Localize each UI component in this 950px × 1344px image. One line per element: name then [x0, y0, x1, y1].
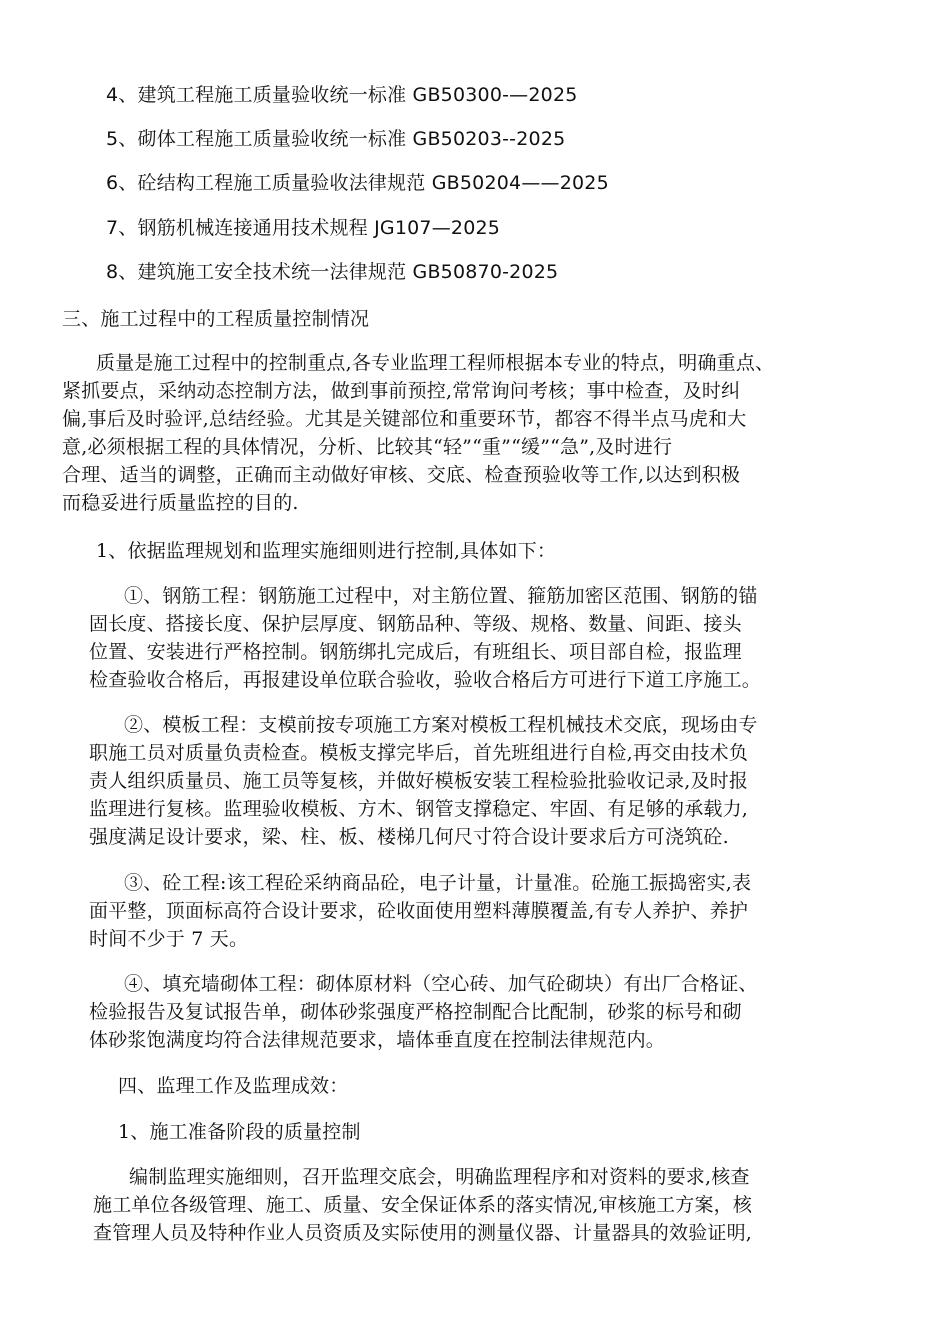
standard-item-4: 4、建筑工程施工质量验收统一标准 GB50300-—2025 — [106, 84, 578, 106]
formwork-paragraph-line: ②、模板工程：支模前按专项施工方案对模板工程机械技术交底，现场由专 — [124, 714, 758, 736]
masonry-paragraph-line: 检验报告及复试报告单，砌体砂浆强度严格控制配合比配制，砂浆的标号和砌 — [89, 1001, 742, 1023]
section-4-body-line: 编制监理实施细则，召开监理交底会，明确监理程序和对资料的要求,核查 — [129, 1166, 750, 1188]
section-3-heading: 三、施工过程中的工程质量控制情况 — [62, 308, 370, 330]
section-4-item-1-heading: 1、施工准备阶段的质量控制 — [118, 1121, 361, 1143]
rebar-paragraph-line: ①、钢筋工程：钢筋施工过程中，对主筋位置、箍筋加密区范围、钢筋的锚 — [124, 585, 758, 607]
standard-item-7: 7、钢筋机械连接通用技术规程 JG107—2025 — [106, 217, 501, 239]
masonry-paragraph-line: 体砂浆饱满度均符合法律规范要求，墙体垂直度在控制法律规范内。 — [89, 1029, 666, 1051]
masonry-paragraph-line: ④、填充墙砌体工程：砌体原材料（空心砖、加气砼砌块）有出厂合格证、 — [124, 973, 758, 995]
standard-item-5: 5、砌体工程施工质量验收统一标准 GB50203--2025 — [106, 128, 566, 150]
section-3-item-1-heading: 1、依据监理规划和监理实施细则进行控制,具体如下： — [96, 540, 557, 562]
formwork-paragraph-line: 职施工员对质量负责检查。模板支撑完毕后，首先班组进行自检,再交由技术负 — [89, 742, 749, 764]
formwork-paragraph-line: 强度满足设计要求，梁、柱、板、楼梯几何尺寸符合设计要求后方可浇筑砼. — [89, 826, 729, 848]
concrete-paragraph-line: ③、砼工程:该工程砼采纳商品砼，电子计量，计量准。砼施工振捣密实,表 — [124, 872, 752, 894]
section-3-intro-line: 紧抓要点，采纳动态控制方法，做到事前预控,常常询问考核；事中检查，及时纠 — [62, 380, 741, 402]
rebar-paragraph-line: 检查验收合格后，再报建设单位联合验收，验收合格后方可进行下道工序施工。 — [89, 669, 762, 691]
rebar-paragraph-line: 位置、安装进行严格控制。钢筋绑扎完成后，有班组长、项目部自检，报监理 — [89, 641, 742, 663]
section-3-intro-line: 偏,事后及时验评,总结经验。尤其是关键部位和重要环节，都容不得半点马虎和大 — [62, 408, 747, 430]
section-3-intro-line: 质量是施工过程中的控制重点,各专业监理工程师根据本专业的特点，明确重点、 — [96, 352, 775, 374]
standard-item-6: 6、砼结构工程施工质量验收法律规范 GB50204——2025 — [106, 172, 609, 194]
concrete-paragraph-line: 时间不少于 7 天。 — [89, 928, 249, 950]
concrete-paragraph-line: 面平整，顶面标高符合设计要求，砼收面使用塑料薄膜覆盖,有专人养护、养护 — [89, 900, 749, 922]
rebar-paragraph-line: 固长度、搭接长度、保护层厚度、钢筋品种、等级、规格、数量、间距、接头 — [89, 613, 742, 635]
section-4-body-line: 查管理人员及特种作业人员资质及实际使用的测量仪器、计量器具的效验证明, — [93, 1222, 753, 1244]
standard-item-8: 8、建筑施工安全技术统一法律规范 GB50870-2025 — [106, 261, 559, 283]
formwork-paragraph-line: 监理进行复核。监理验收模板、方木、钢管支撑稳定、牢固、有足够的承载力, — [89, 798, 749, 820]
section-4-heading: 四、监理工作及监理成效： — [118, 1075, 349, 1097]
section-3-intro-line: 而稳妥进行质量监控的目的. — [62, 492, 299, 514]
section-4-body-line: 施工单位各级管理、施工、质量、安全保证体系的落实情况,审核施工方案，核 — [93, 1194, 753, 1216]
section-3-intro-line: 意,必须根据工程的具体情况，分析、比较其“轻”“重”“缓”“急”,及时进行 — [62, 436, 673, 458]
formwork-paragraph-line: 责人组织质量员、施工员等复核，并做好模板安装工程检验批验收记录,及时报 — [89, 770, 749, 792]
section-3-intro-line: 合理、适当的调整，正确而主动做好审核、交底、检查预验收等工作,以达到积极 — [62, 464, 741, 486]
